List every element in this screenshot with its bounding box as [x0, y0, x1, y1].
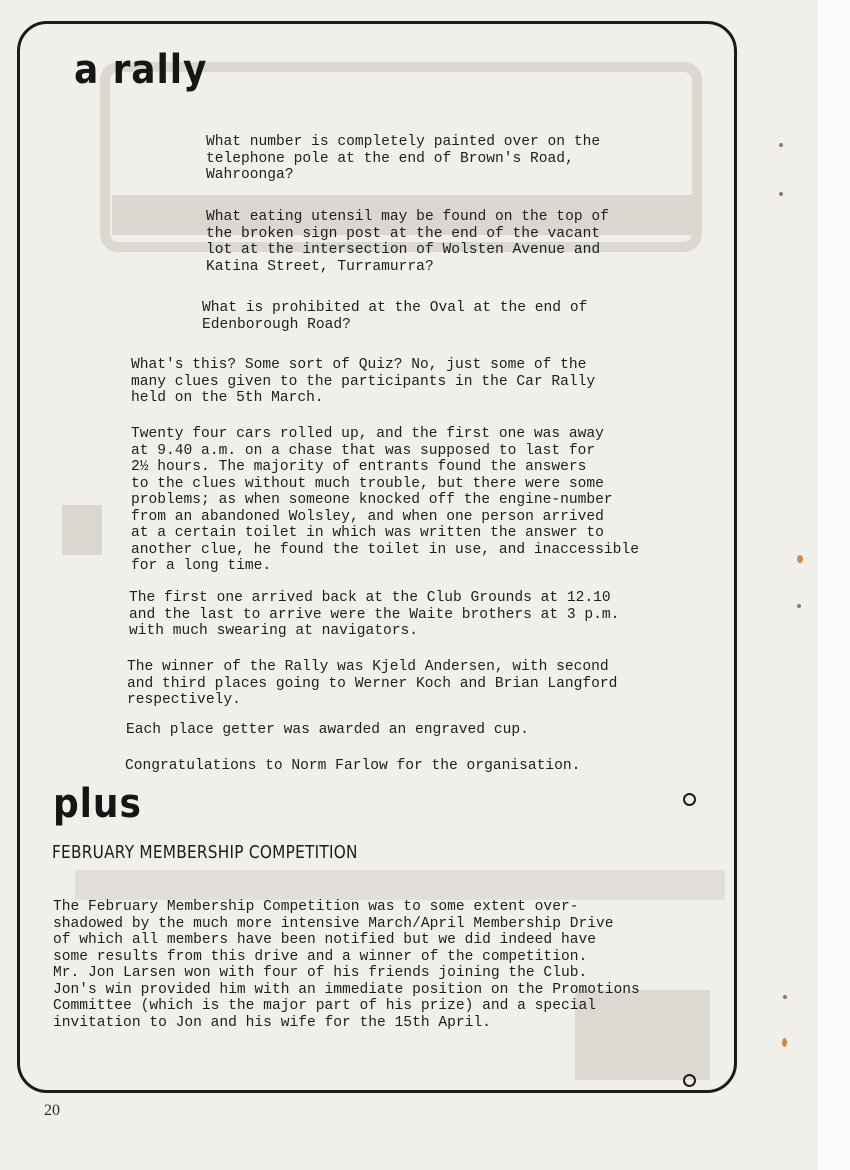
membership-paragraph: The February Membership Competition was to some extent over- shadowed by the much more intensive March/April Membership Drive of which all members have been notified but we did indeed have some results from this drive and a winner of the competition. Mr. Jon Larsen won with four of his friends joining the Club. Jon's win provided him with an immediate position on the Promotions Committee (which is the major part of his prize) and a special invitation to Jon and his wife for the 15th April.	[53, 899, 640, 1031]
paper-stain	[797, 555, 803, 563]
paper-speck	[783, 995, 787, 999]
punch-hole-ring	[683, 1074, 696, 1087]
page-number: 20	[44, 1102, 60, 1119]
rally-question-2: What eating utensil may be found on the top of the broken sign post at the end of the vacant lot at the intersection of Wolsten Avenue and Katina Street, Turramurra?	[206, 209, 609, 275]
rally-question-1: What number is completely painted over on the telephone pole at the end of Brown's Road, Wahroonga?	[206, 134, 601, 183]
punch-hole-ring	[683, 793, 696, 806]
rally-winner-paragraph: The winner of the Rally was Kjeld Andersen, with second and third places going to Werner Koch and Brian Langford respectively.	[127, 659, 618, 708]
page-edge	[818, 0, 850, 1170]
rally-heading: a rally	[74, 47, 208, 93]
plus-heading: plus	[53, 781, 142, 827]
rally-prize-paragraph: Each place getter was awarded an engraved cup.	[126, 722, 529, 738]
paper-speck	[779, 143, 783, 147]
rally-finish-paragraph: The first one arrived back at the Club Grounds at 12.10 and the last to arrive were the Waite brothers at 3 p.m. with much swearing at navigators.	[129, 590, 620, 639]
rally-intro-paragraph: What's this? Some sort of Quiz? No, just some of the many clues given to the participants in the Car Rally held on the 5th March.	[131, 357, 596, 406]
rally-congratulations-paragraph: Congratulations to Norm Farlow for the organisation.	[125, 758, 581, 774]
paper-speck	[779, 192, 783, 196]
membership-subheading: FEBRUARY MEMBERSHIP COMPETITION	[52, 842, 358, 863]
rally-description-paragraph: Twenty four cars rolled up, and the first one was away at 9.40 a.m. on a chase that was supposed to last for 2½ hours. The majority of entrants found the answers to the clues without much trouble, but there were some problems; as when someone knocked off the engine-number from an abandoned Wolsley, and when one person arrived at a certain toilet in which was written the answer to another clue, he found the toilet in use, and inaccessible for a long time.	[131, 426, 639, 574]
rally-question-3: What is prohibited at the Oval at the end of Edenborough Road?	[202, 300, 588, 333]
paper-speck	[797, 604, 801, 608]
paper-stain	[782, 1038, 787, 1047]
